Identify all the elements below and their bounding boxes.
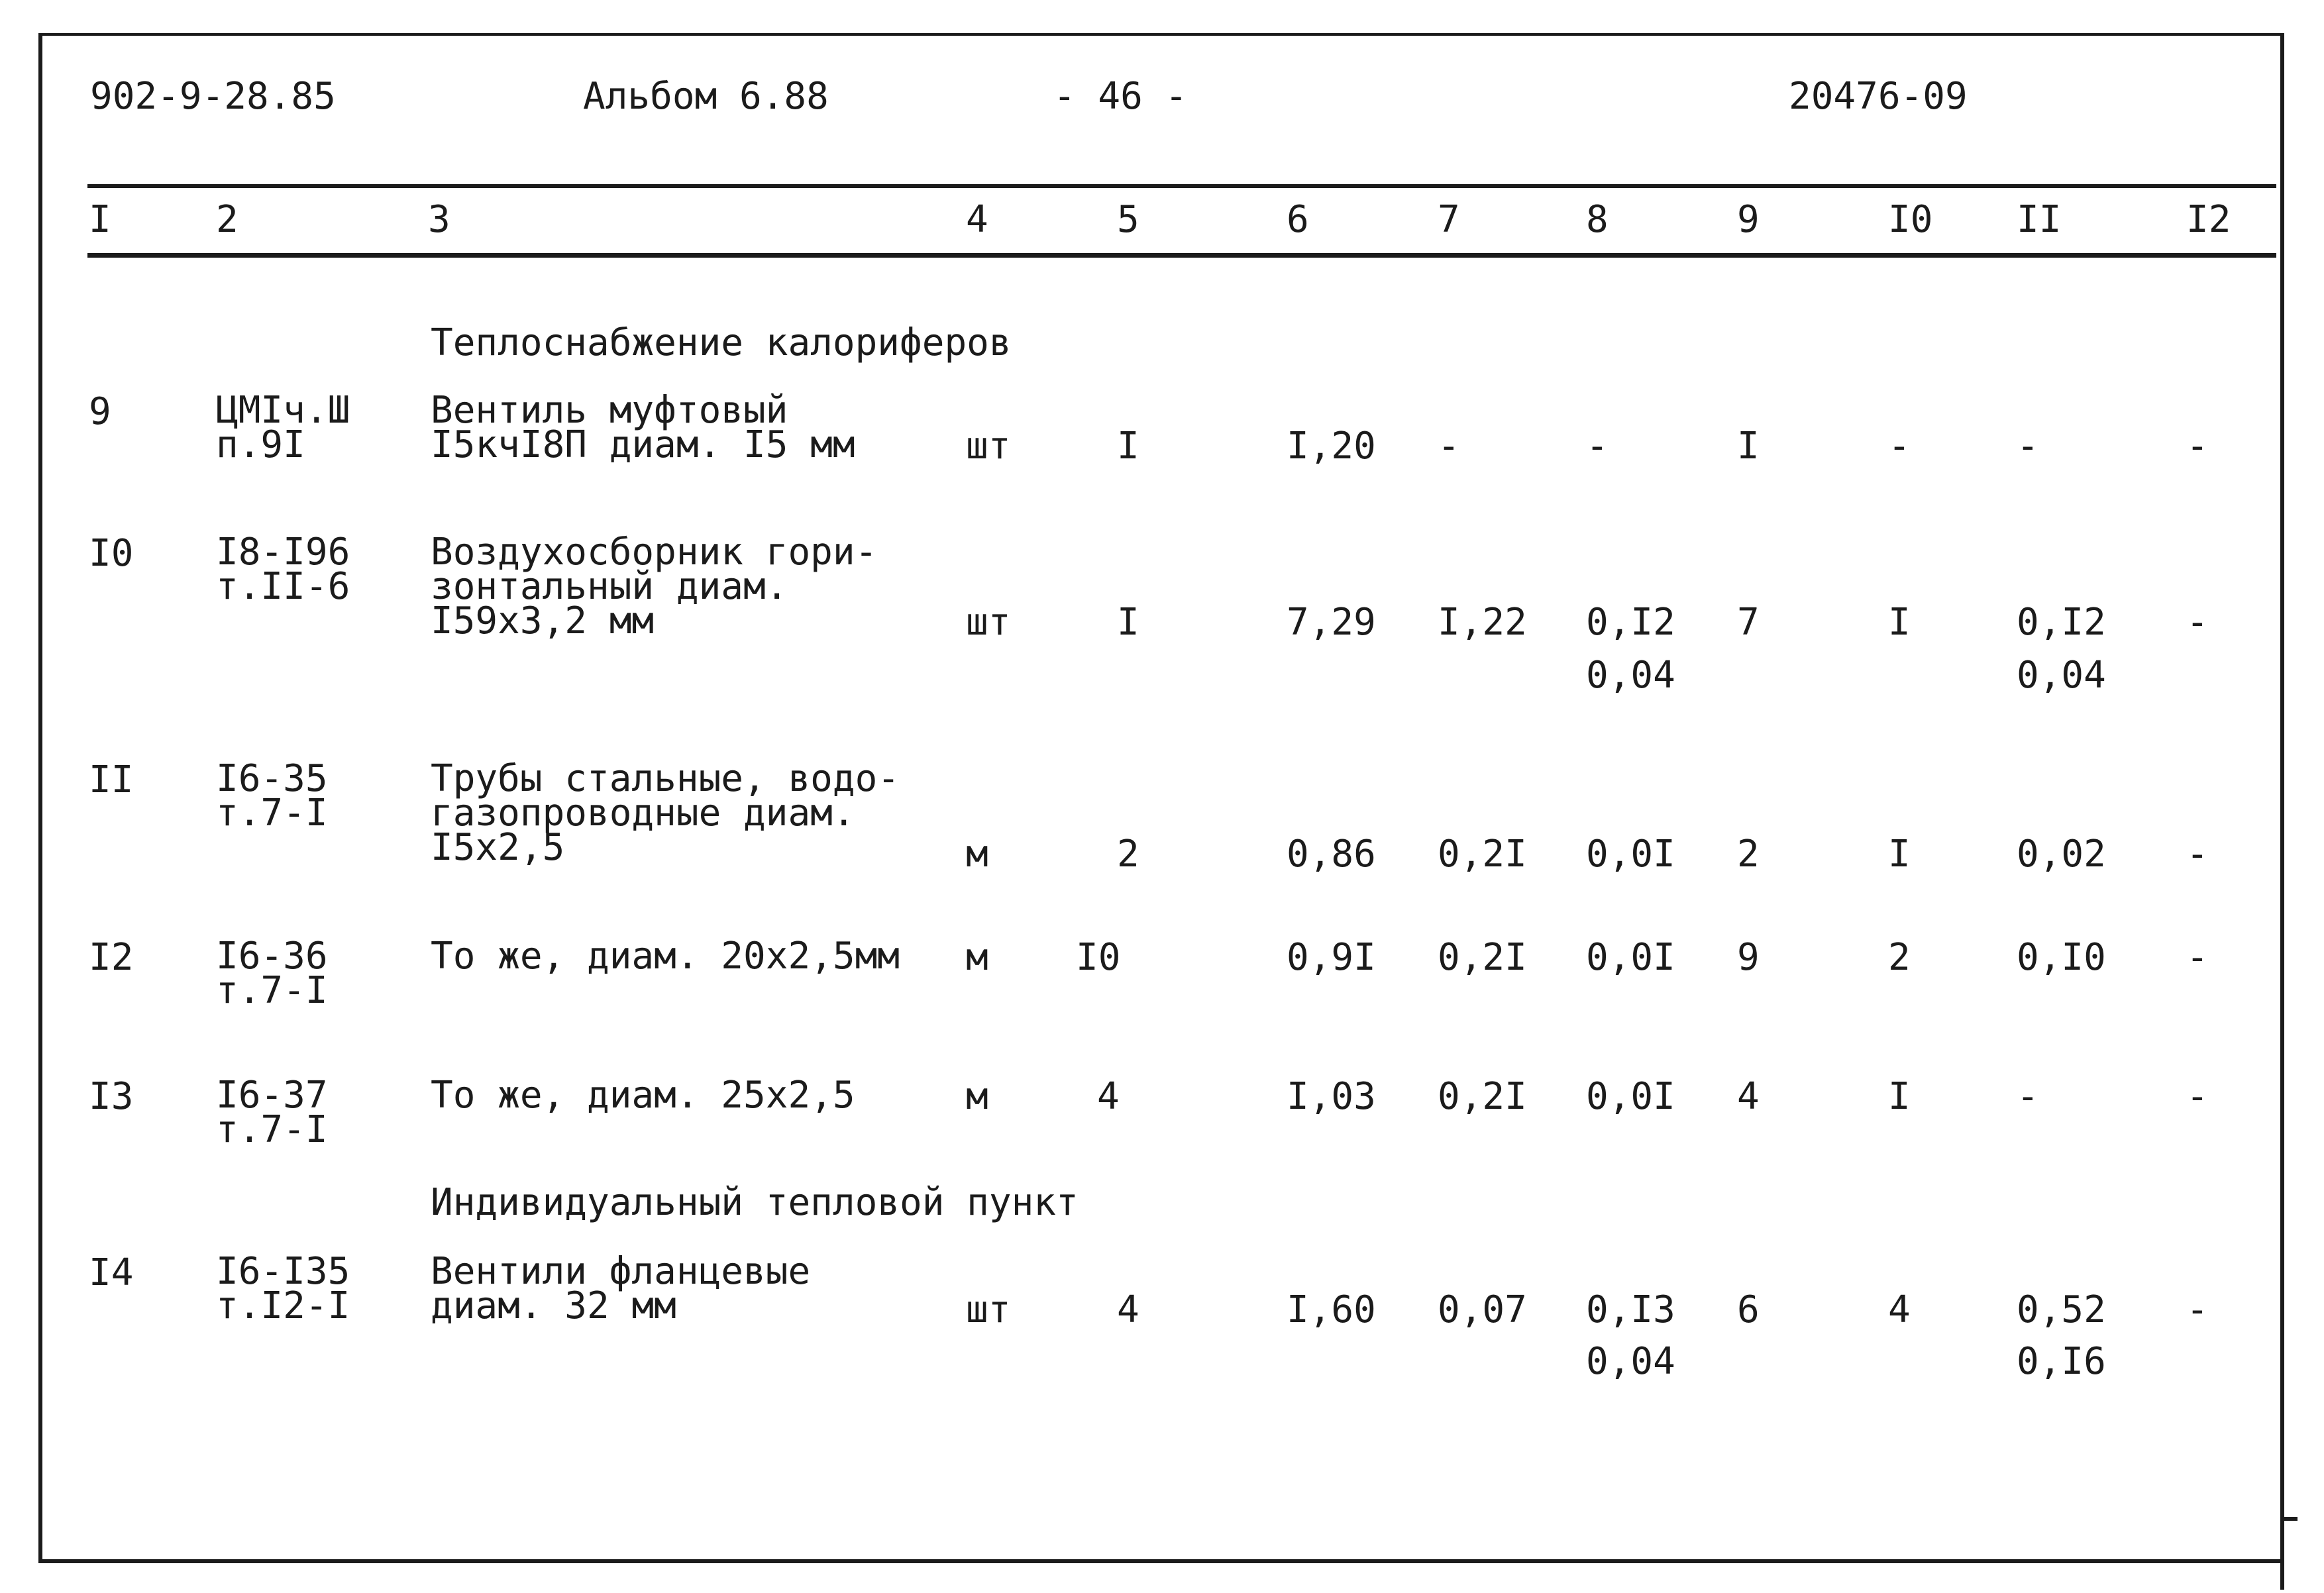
row-col-7: 0,2I xyxy=(1438,936,1527,979)
row-code-line: т.7-I xyxy=(216,792,328,835)
row-number: I3 xyxy=(89,1075,134,1118)
row-code-line: ЦМIч.Ш xyxy=(216,389,350,432)
column-header-10: I0 xyxy=(1888,198,1933,241)
row-code-line: п.9I xyxy=(216,423,305,466)
row-col-9: I xyxy=(1737,425,1760,468)
row-col-12: - xyxy=(2186,1075,2209,1118)
column-header-3: 3 xyxy=(428,198,450,241)
row-code-line: т.I2-I xyxy=(216,1284,350,1327)
row-col-11-second: 0,I6 xyxy=(2017,1340,2106,1383)
column-header-9: 9 xyxy=(1737,198,1760,241)
row-quantity: 4 xyxy=(1097,1075,1120,1118)
column-header-12: I2 xyxy=(2186,198,2231,241)
row-number: I4 xyxy=(89,1251,134,1294)
row-unit: шт xyxy=(966,601,1011,644)
row-quantity: 2 xyxy=(1117,833,1139,876)
row-quantity: 4 xyxy=(1117,1288,1139,1331)
column-header-7: 7 xyxy=(1438,198,1460,241)
row-col-8: 0,0I xyxy=(1586,833,1675,876)
row-col-11: - xyxy=(2017,1075,2039,1118)
header-page-number: - 46 - xyxy=(1053,75,1188,118)
row-code-line: I6-I35 xyxy=(216,1250,350,1293)
header-rule-bottom xyxy=(87,253,2276,258)
row-col-8: - xyxy=(1586,425,1609,468)
row-col-6: 0,9I xyxy=(1287,936,1376,979)
row-col-12: - xyxy=(2186,936,2209,979)
row-col-9: 9 xyxy=(1737,936,1760,979)
row-col-12: - xyxy=(2186,833,2209,876)
row-quantity: I0 xyxy=(1076,936,1121,979)
row-col-11: - xyxy=(2017,425,2039,468)
row-col-10: 2 xyxy=(1888,936,1911,979)
row-col-7: 0,07 xyxy=(1438,1288,1527,1331)
row-code-line: I6-36 xyxy=(216,935,328,978)
row-description-line: Вентиль муфтовый xyxy=(431,389,788,432)
row-col-6: 0,86 xyxy=(1287,833,1376,876)
row-col-10: I xyxy=(1888,833,1911,876)
row-col-11: 0,I2 xyxy=(2017,601,2106,644)
row-col-8-second: 0,04 xyxy=(1586,1340,1675,1383)
row-col-10: - xyxy=(1888,425,1911,468)
row-col-11: 0,52 xyxy=(2017,1288,2106,1331)
row-col-11: 0,I0 xyxy=(2017,936,2106,979)
row-description-line: газопроводные диам. xyxy=(431,792,855,835)
row-col-7: 0,2I xyxy=(1438,833,1527,876)
row-col-8: 0,I2 xyxy=(1586,601,1675,644)
row-col-6: I,20 xyxy=(1287,425,1376,468)
row-description-line: диам. 32 мм xyxy=(431,1284,676,1327)
row-code-line: т.7-I xyxy=(216,1108,328,1151)
row-col-8: 0,I3 xyxy=(1586,1288,1675,1331)
header-designation: 902-9-28.85 xyxy=(90,75,336,118)
row-col-8-second: 0,04 xyxy=(1586,654,1675,697)
page-frame xyxy=(38,33,2284,1563)
row-quantity: I xyxy=(1117,601,1139,644)
row-col-8: 0,0I xyxy=(1586,936,1675,979)
row-unit: м xyxy=(966,1075,988,1118)
row-number: I0 xyxy=(89,532,134,575)
corner-tick-vertical xyxy=(2280,1517,2284,1590)
row-unit: шт xyxy=(966,1288,1011,1331)
column-header-6: 6 xyxy=(1287,198,1309,241)
row-code-line: т.7-I xyxy=(216,969,328,1012)
row-col-9: 6 xyxy=(1737,1288,1760,1331)
column-header-11: II xyxy=(2017,198,2062,241)
row-description-line: То же, диам. 25x2,5 xyxy=(431,1074,855,1117)
row-unit: шт xyxy=(966,425,1011,468)
row-code-line: I6-37 xyxy=(216,1074,328,1117)
row-col-6: 7,29 xyxy=(1287,601,1376,644)
row-col-11-second: 0,04 xyxy=(2017,654,2106,697)
row-col-10: 4 xyxy=(1888,1288,1911,1331)
row-description-line: зонтальный диам. xyxy=(431,565,788,608)
row-unit: м xyxy=(966,936,988,979)
row-number: I2 xyxy=(89,936,134,979)
row-description-line: Вентили фланцевые xyxy=(431,1250,811,1293)
row-description-line: Воздухосборник гори- xyxy=(431,531,878,574)
row-quantity: I xyxy=(1117,425,1139,468)
row-col-9: 4 xyxy=(1737,1075,1760,1118)
row-description-line: I5кчI8П диам. I5 мм xyxy=(431,423,855,466)
header-rule-top xyxy=(87,184,2276,188)
column-header-8: 8 xyxy=(1586,198,1609,241)
row-col-12: - xyxy=(2186,425,2209,468)
row-col-12: - xyxy=(2186,601,2209,644)
row-col-10: I xyxy=(1888,601,1911,644)
row-col-9: 2 xyxy=(1737,833,1760,876)
row-code-line: т.II-6 xyxy=(216,565,350,608)
row-col-7: I,22 xyxy=(1438,601,1527,644)
column-header-5: 5 xyxy=(1117,198,1139,241)
row-col-9: 7 xyxy=(1737,601,1760,644)
column-header-2: 2 xyxy=(216,198,238,241)
row-col-7: 0,2I xyxy=(1438,1075,1527,1118)
row-description-line: I5x2,5 xyxy=(431,826,565,869)
row-number: 9 xyxy=(89,390,111,433)
column-header-4: 4 xyxy=(966,198,988,241)
row-code-line: I6-35 xyxy=(216,757,328,800)
header-sheet-code: 20476-09 xyxy=(1789,75,1968,118)
row-col-8: 0,0I xyxy=(1586,1075,1675,1118)
row-description-line: То же, диам. 20x2,5мм xyxy=(431,935,900,978)
section-title-heating: Теплоснабжение калориферов xyxy=(431,321,1012,364)
row-unit: м xyxy=(966,833,988,876)
row-col-6: I,60 xyxy=(1287,1288,1376,1331)
header-album: Альбом 6.88 xyxy=(583,75,829,118)
row-col-6: I,03 xyxy=(1287,1075,1376,1118)
row-number: II xyxy=(89,758,134,801)
row-code-line: I8-I96 xyxy=(216,531,350,574)
row-col-7: - xyxy=(1438,425,1460,468)
section-title-substation: Индивидуальный тепловой пункт xyxy=(431,1181,1079,1224)
row-description-line: Трубы стальные, водо- xyxy=(431,757,900,800)
row-col-12: - xyxy=(2186,1288,2209,1331)
row-col-10: I xyxy=(1888,1075,1911,1118)
column-header-1: I xyxy=(89,198,111,241)
row-col-11: 0,02 xyxy=(2017,833,2106,876)
row-description-line: I59x3,2 мм xyxy=(431,599,655,642)
